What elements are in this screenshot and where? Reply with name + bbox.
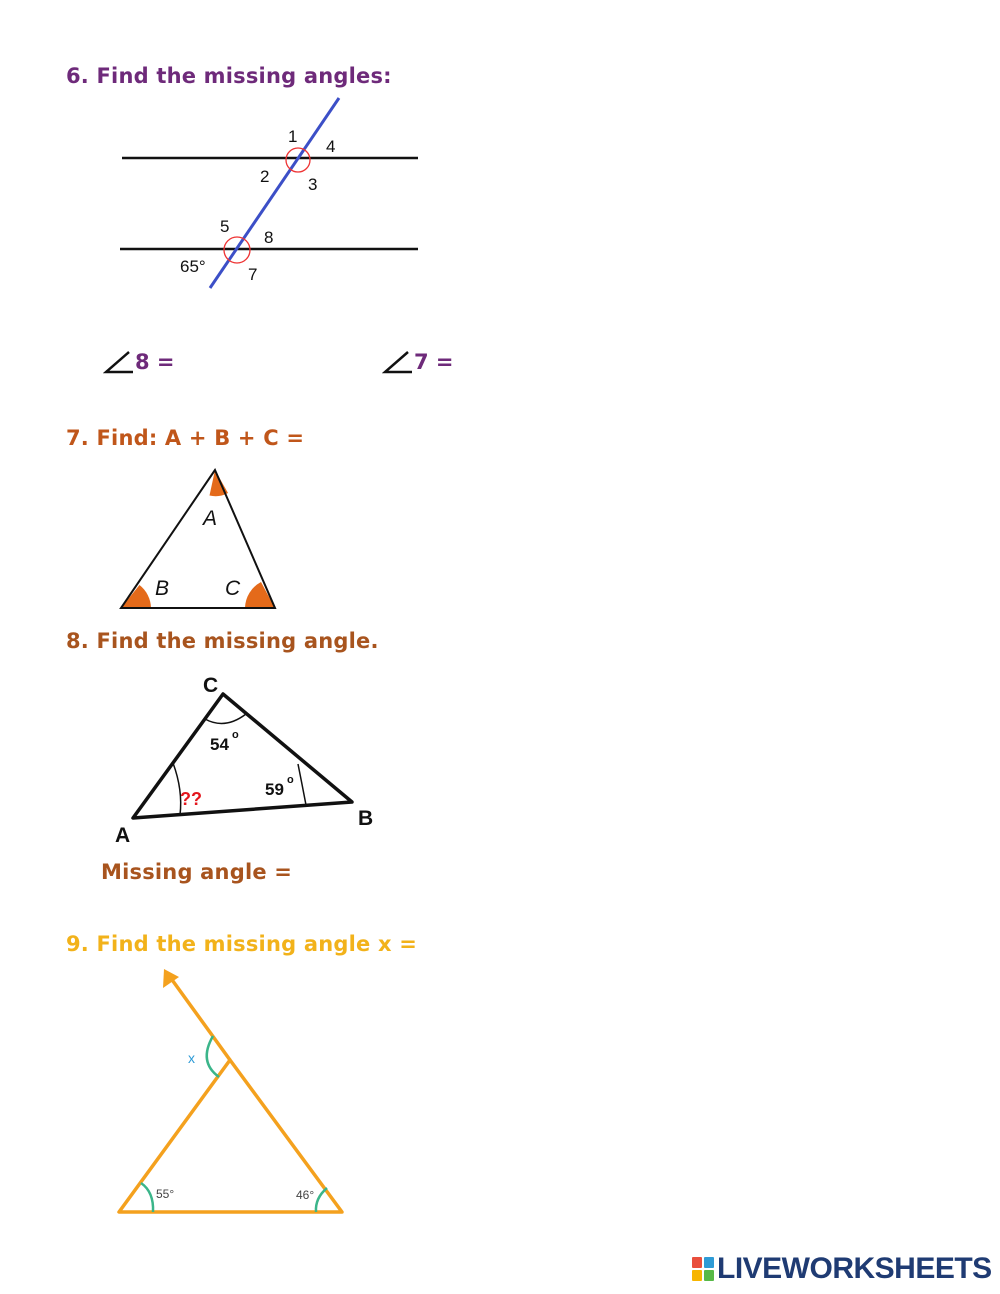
missing-angle-answer: Missing angle = bbox=[101, 860, 293, 884]
vertex-c-label: C bbox=[225, 577, 241, 600]
angle-8-answer-text: 8 = bbox=[135, 350, 175, 374]
triangle-abc-diagram bbox=[115, 462, 285, 614]
question-7-title: 7. Find: A + B + C = bbox=[66, 426, 305, 450]
vertex-a-label: A bbox=[203, 507, 218, 530]
vertex-c-label: C bbox=[203, 674, 219, 697]
logo-text: LIVEWORKSHEETS bbox=[717, 1252, 992, 1285]
given-65-label: 65° bbox=[180, 257, 206, 276]
vertex-b-label: B bbox=[358, 807, 374, 830]
angle-c-value: 54 bbox=[210, 735, 229, 754]
vertex-a-label: A bbox=[115, 824, 131, 847]
angle-1-label: 1 bbox=[288, 127, 298, 146]
angle-46-label: 46° bbox=[296, 1188, 315, 1202]
vertex-b-label: B bbox=[155, 577, 170, 600]
angle-symbol-icon bbox=[382, 350, 412, 374]
angle-2-label: 2 bbox=[260, 167, 270, 186]
question-6-title: 6. Find the missing angles: bbox=[66, 64, 392, 88]
angle-7-label: 7 bbox=[248, 265, 258, 284]
degree-mark: o bbox=[232, 729, 239, 741]
angle-4-label: 4 bbox=[326, 137, 336, 156]
question-9-title: 9. Find the missing angle x = bbox=[66, 932, 418, 956]
degree-mark: o bbox=[287, 774, 294, 786]
logo-mark-icon bbox=[692, 1257, 714, 1281]
angle-symbol-icon bbox=[103, 350, 133, 374]
liveworksheets-logo bbox=[692, 1254, 992, 1284]
triangle-missing-angle-diagram bbox=[105, 668, 395, 848]
angle-8-label: 8 bbox=[264, 228, 274, 247]
angle-x-label: x bbox=[188, 1050, 195, 1066]
angle-8-answer bbox=[103, 350, 175, 374]
question-8-title: 8. Find the missing angle. bbox=[66, 629, 379, 653]
unknown-angle-label: ?? bbox=[180, 789, 202, 809]
angle-7-answer bbox=[382, 350, 454, 374]
angle-3-label: 3 bbox=[308, 175, 318, 194]
angle-5-label: 5 bbox=[220, 217, 230, 236]
angle-55-label: 55° bbox=[156, 1187, 175, 1201]
angle-7-answer-text: 7 = bbox=[414, 350, 454, 374]
exterior-angle-diagram bbox=[110, 964, 360, 1224]
angle-b-value: 59 bbox=[265, 780, 284, 799]
parallel-lines-diagram bbox=[110, 90, 430, 300]
